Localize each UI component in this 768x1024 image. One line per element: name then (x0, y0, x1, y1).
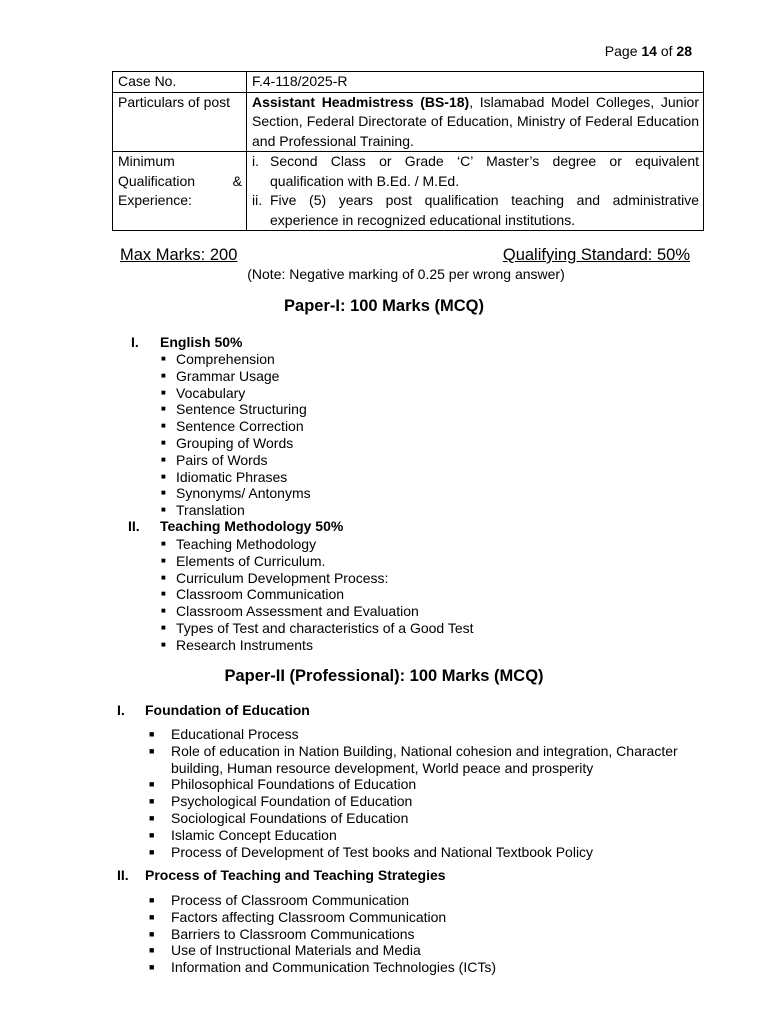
square-bullet-icon: ■ (161, 505, 166, 515)
list-item-text: Factors affecting Classroom Communication (171, 908, 447, 925)
list-item-text: Teaching Methodology (176, 536, 317, 552)
paper2-section-1-title (117, 702, 310, 718)
list-item (149, 726, 706, 743)
list-item-text: Classroom Communication (176, 586, 345, 603)
list-item (161, 603, 474, 620)
qualification-label-amp: & (232, 172, 242, 189)
page-of: of (656, 43, 677, 59)
list-item (149, 793, 706, 810)
qualification-value (247, 152, 704, 231)
qualification-item-text: Five (5) years post qualification teaching and administrative experience in recognized educational institutions. (270, 192, 699, 228)
qualification-item-text: Second Class or Grade ‘C’ Master’s degree or equivalent qualification with B.Ed. / M.Ed. (270, 153, 699, 189)
post-value (247, 92, 704, 152)
square-bullet-icon: ■ (161, 454, 166, 464)
list-item (161, 619, 474, 637)
list-item (161, 401, 311, 418)
case-row (113, 72, 704, 93)
post-description: , Islamabad Model Colleges, Junior Section, Federal Directorate of Education, Ministry of Federal Education and Professional Training. (252, 93, 699, 149)
section-number: I. (117, 702, 125, 718)
square-bullet-icon: ■ (161, 488, 166, 498)
list-item-text: Philosophical Foundations of Education (171, 776, 417, 793)
qualification-item (252, 191, 699, 230)
list-item-text: Elements of Curriculum. (176, 552, 326, 569)
qualification-item (252, 152, 699, 191)
list-item (149, 843, 706, 861)
list-item-text: Process of Development of Test books and National Textbook Policy (171, 843, 594, 860)
square-bullet-icon: ■ (149, 796, 155, 807)
paper2-heading: Paper-II (Professional): 100 Marks (MCQ) (224, 667, 544, 685)
list-item (149, 959, 706, 976)
list-item-text: Vocabulary (176, 384, 246, 401)
list-item (161, 552, 474, 570)
list-item-text: Types of Test and characteristics of a Good Test (176, 619, 474, 636)
square-bullet-icon: ■ (161, 370, 166, 380)
paper1-section-2-list (161, 536, 474, 654)
qualification-list (252, 152, 699, 230)
list-item (161, 367, 311, 385)
square-bullet-icon: ■ (149, 928, 155, 939)
qualification-item-number: ii. (252, 192, 263, 208)
list-item-text: Sentence Correction (176, 418, 304, 435)
list-item (161, 569, 474, 587)
list-item (161, 351, 311, 368)
paper1-section-1-title (131, 334, 242, 350)
square-bullet-icon: ■ (149, 945, 155, 956)
square-bullet-icon: ■ (161, 572, 166, 582)
case-label: Case No. (113, 72, 247, 93)
paper2-section-2-list (149, 892, 706, 976)
qualification-label-line2 (118, 172, 242, 192)
list-item (149, 809, 706, 827)
post-title: Assistant Headmistress (BS-18) (252, 93, 470, 110)
list-item (161, 451, 311, 469)
paper2-section-1-list (149, 726, 706, 860)
paper2-section-2-title (117, 867, 446, 883)
list-item-text: Translation (176, 502, 245, 519)
qualification-label-line1: Minimum (118, 153, 175, 169)
list-item-text: Synonyms/ Antonyms (176, 485, 311, 502)
square-bullet-icon: ■ (161, 606, 166, 616)
paper1-heading: Paper-I: 100 Marks (MCQ) (284, 297, 484, 315)
square-bullet-icon: ■ (161, 421, 166, 431)
square-bullet-icon: ■ (161, 437, 166, 447)
page-prefix: Page (604, 43, 642, 59)
square-bullet-icon: ■ (149, 895, 155, 905)
square-bullet-icon: ■ (149, 911, 155, 922)
case-info-table (112, 71, 704, 231)
list-item (161, 586, 474, 603)
list-item-text: Research Instruments (176, 636, 313, 653)
paper1-section-1-list (161, 351, 311, 519)
square-bullet-icon: ■ (161, 354, 166, 363)
qualification-row (113, 152, 704, 231)
qualification-label-line3: Experience: (118, 192, 192, 208)
list-item-text: Classroom Assessment and Evaluation (176, 603, 419, 620)
list-item-text: Barriers to Classroom Communications (171, 925, 415, 942)
section-number: II. (117, 867, 129, 883)
list-item (149, 908, 706, 926)
list-item (161, 434, 311, 452)
qualification-label-word: Qualification (118, 172, 196, 189)
section-number: I. (131, 334, 139, 350)
square-bullet-icon: ■ (149, 779, 155, 790)
list-item-text: Information and Communication Technologies (ICTs) (171, 959, 497, 976)
list-item-text: Pairs of Words (176, 451, 268, 468)
list-item-text: Process of Classroom Communication (171, 892, 410, 908)
list-item-text: Sentence Structuring (176, 401, 307, 418)
page-total: 28 (676, 43, 692, 59)
list-item (161, 468, 311, 486)
list-item-text: Grammar Usage (176, 367, 280, 384)
qualifying-standard: Qualifying Standard: 50% (502, 246, 690, 264)
list-item-text: Comprehension (176, 351, 275, 367)
post-row (113, 92, 704, 152)
square-bullet-icon: ■ (161, 471, 166, 481)
list-item (149, 892, 706, 909)
list-item (161, 418, 311, 435)
list-item-text: Sociological Foundations of Education (171, 809, 409, 826)
square-bullet-icon: ■ (161, 387, 166, 397)
square-bullet-icon: ■ (161, 555, 166, 565)
paper1-section-2-title (128, 518, 343, 534)
square-bullet-icon: ■ (149, 846, 155, 857)
qualification-item-number: i. (252, 153, 259, 169)
list-item-text: Role of education in Nation Building, National cohesion and integration, Character building, Human resource development, World peace and prosperity (171, 742, 678, 776)
square-bullet-icon: ■ (149, 962, 155, 973)
page-number (605, 43, 692, 59)
negative-marking-note: (Note: Negative marking of 0.25 per wrong answer) (247, 266, 565, 282)
list-item (149, 742, 706, 777)
square-bullet-icon: ■ (149, 829, 155, 840)
case-value: F.4-118/2025-R (247, 72, 704, 93)
qualification-label (113, 152, 247, 231)
list-item-text: Psychological Foundation of Education (171, 793, 413, 810)
section-title: Foundation of Education (145, 702, 310, 718)
square-bullet-icon: ■ (149, 745, 155, 756)
max-marks: Max Marks: 200 (120, 246, 238, 264)
square-bullet-icon: ■ (149, 812, 155, 823)
section-number: II. (128, 518, 140, 534)
square-bullet-icon: ■ (161, 639, 166, 649)
list-item (161, 536, 474, 553)
list-item-text: Curriculum Development Process: (176, 569, 389, 586)
list-item (149, 776, 706, 793)
post-label: Particulars of post (113, 92, 247, 152)
list-item (149, 826, 706, 844)
list-item-text: Grouping of Words (176, 434, 294, 451)
list-item-text: Idiomatic Phrases (176, 468, 288, 485)
list-item-text: Educational Process (171, 726, 299, 742)
section-title: English 50% (160, 334, 243, 350)
list-item (161, 502, 311, 519)
list-item-text: Use of Instructional Materials and Media (171, 942, 421, 959)
list-item (161, 636, 474, 654)
list-item (161, 485, 311, 502)
list-item (161, 384, 311, 402)
square-bullet-icon: ■ (161, 589, 166, 599)
page-current: 14 (641, 43, 657, 59)
section-title: Teaching Methodology 50% (160, 518, 344, 534)
section-title: Process of Teaching and Teaching Strategies (145, 867, 446, 883)
square-bullet-icon: ■ (161, 539, 166, 548)
list-item (149, 925, 706, 943)
square-bullet-icon: ■ (149, 729, 155, 739)
square-bullet-icon: ■ (161, 404, 166, 414)
list-item-text: Islamic Concept Education (171, 826, 337, 843)
square-bullet-icon: ■ (161, 622, 166, 632)
list-item (149, 942, 706, 959)
